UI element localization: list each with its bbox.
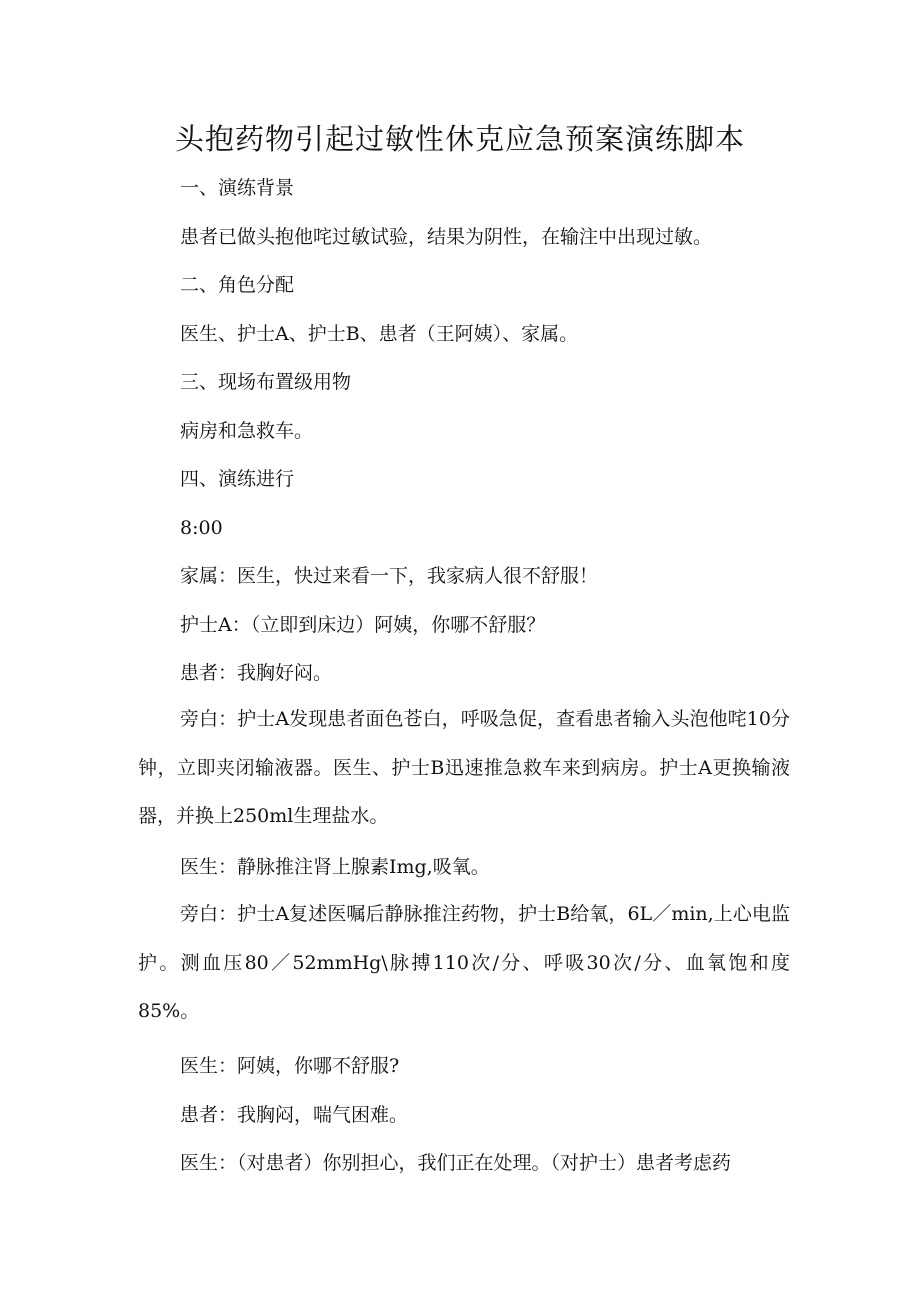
document-title: 头抱药物引起过敏性休克应急预案演练脚本: [174, 122, 745, 156]
section-heading-setup: 三、现场布置级用物: [180, 371, 352, 393]
section-heading-drill: 四、演练进行: [180, 468, 295, 490]
background-text: 患者已做头抱他咤过敏试验，结果为阴性，在输注中出现过敏。: [180, 226, 713, 248]
section-heading-background: 一、演练背景: [180, 177, 295, 199]
dialogue-line: 患者：我胸闷，喘气困难。: [180, 1104, 409, 1126]
dialogue-line: 医生：阿姨，你哪不舒服?: [180, 1055, 400, 1077]
narration-paragraph: 旁白：护士A复述医嘱后静脉推注药物，护士B给氧，6L／min,上心电监护。测血压80／52mmHg\脉搏110次/分、呼吸30次/分、血氧饱和度85%。: [138, 903, 790, 1022]
dialogue-line: 医生：（对患者）你别担心，我们正在处理。（对护士）患者考虑药: [180, 1152, 732, 1174]
drill-time: 8:00: [180, 517, 223, 539]
setup-text: 病房和急救车。: [180, 420, 314, 442]
section-heading-roles: 二、角色分配: [180, 274, 295, 296]
narration-paragraph: 旁白：护士A发现患者面色苍白，呼吸急促，查看患者输入头泡他咤10分钟，立即夹闭输液器。医生、护士B迅速推急救车来到病房。护士A更换输液器，并换上250ml生理盐水。: [138, 708, 790, 827]
dialogue-line: 患者：我胸好闷。: [180, 662, 333, 684]
doctor-order-line: 医生：静脉推注肾上腺素Img,吸氧。: [180, 856, 490, 878]
dialogue-line: 护士A：（立即到床边）阿姨，你哪不舒服？: [180, 614, 546, 636]
dialogue-line: 家属：医生，快过来看一下，我家病人很不舒服！: [180, 565, 599, 587]
roles-text: 医生、护士A、护士B、患者（王阿姨）、家属。: [180, 323, 579, 345]
